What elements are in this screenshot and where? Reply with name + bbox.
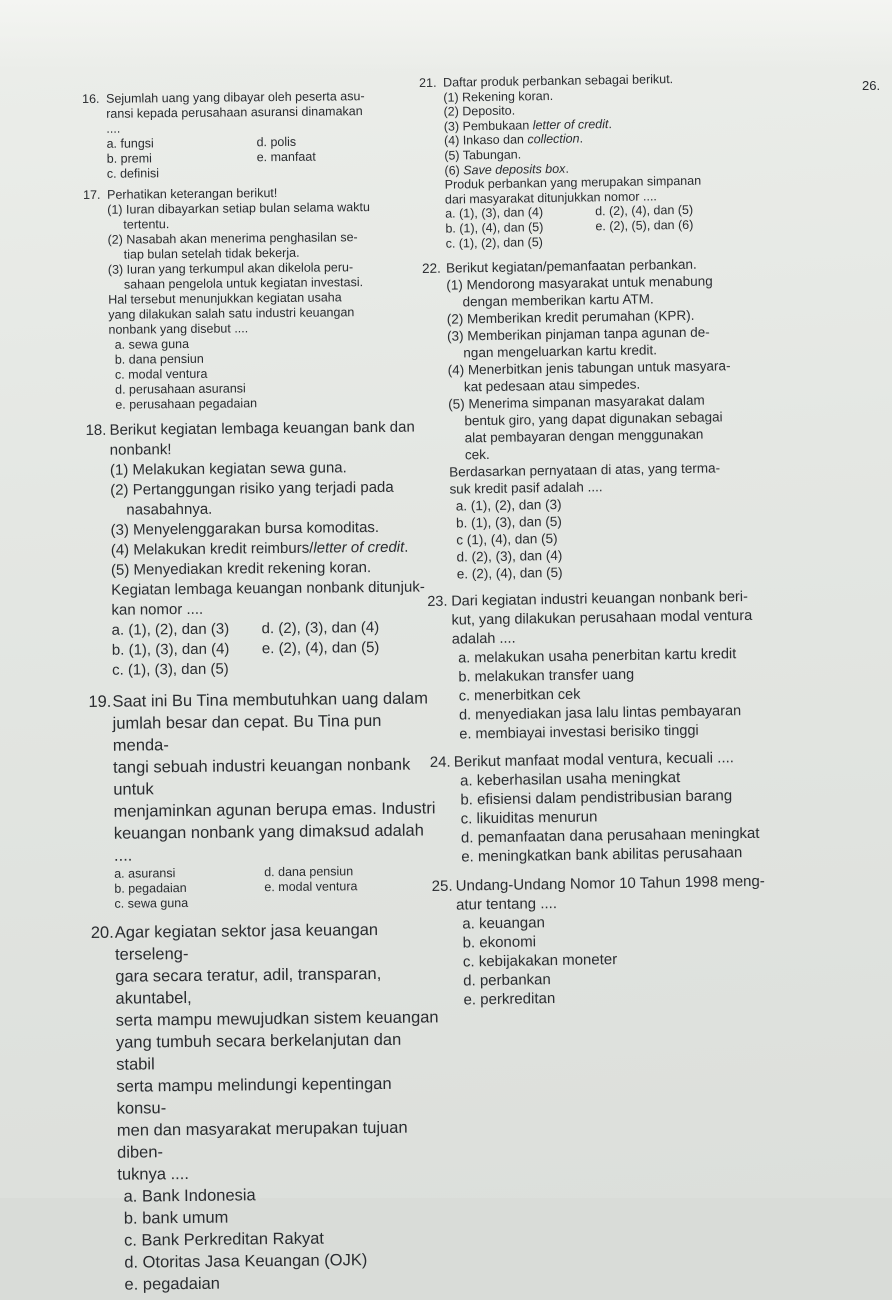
answer-option [262,657,437,679]
answer-option: c. definisi [106,166,160,181]
question-stem-line [94,819,439,867]
question-23 [427,587,863,746]
stem-text: Sejumlah uang yang dibayar oleh peserta asu- [105,89,365,106]
left-column [82,88,444,1300]
answer-option[interactable]: e. perkreditan [463,990,556,1009]
answer-option: b. (1), (4), dan (5) [445,220,544,237]
answer-option[interactable]: b. melakukan transfer uang [458,667,635,686]
statement-item: (1) Iuran dibayarkan setiap bulan selama waktu [107,200,370,217]
statement-item: tiap bulan setelah tidak bekerja. [123,245,300,262]
question-prompt: Hal tersebut menunjukkan kegiatan usaha [108,290,342,307]
question-stem-line [90,437,435,461]
statement-item: ngan mengeluarkan kartu kredit. [463,342,658,361]
stem-text: atur tentang .... [455,895,558,914]
answer-option[interactable]: a. melakukan usaha penerbitan kartu kredit [458,646,737,667]
stem-text: serta mampu mewujudkan sistem keuangan [115,1008,439,1030]
statement-item: (4) Menerbitkan jenis tabungan untuk masyara- [447,358,731,378]
answer-option: c. (1), (2), dan (5) [445,235,543,252]
statement-item: cek. [464,447,490,463]
stem-text: .... [106,121,121,136]
answer-option[interactable]: c (1), (4), dan (5) [456,531,558,548]
statement-item: (2) Nasabah akan menerima penghasilan se- [107,230,358,247]
statement-item: tertentu. [123,217,170,232]
statement-item: (1) Rekening koran. [443,88,554,105]
answer-option[interactable]: e. pegadaian [124,1274,221,1294]
question-number: 23. [427,594,448,611]
question-prompt: kan nomor .... [111,600,204,619]
statement-item: (3) Menyelenggarakan bursa komoditas. [110,518,380,539]
stem-text: serta mampu melindungi kepentingan konsu- [116,1074,392,1118]
question-21 [419,69,856,252]
question-stem-line [96,1028,441,1076]
answer-option: e. modal ventura [264,879,358,895]
answer-option[interactable]: e. meningkatkan bank abilitas perusahaan [461,844,743,866]
statement-item: (5) Tabungan. [444,147,522,163]
question-number: 18. [85,421,107,440]
statement-item: (5) Menerima simpanan masyarakat dalam [448,392,705,412]
answer-option: b. pegadaian [114,880,187,896]
statement-item: (4) Melakukan kredit reimburs/letter of credit. [110,538,409,559]
statement-item: (1) Mendorong masyarakat untuk menabung [446,273,713,294]
stem-text: ransi kepada perusahaan asuransi dinamakan [106,104,363,121]
question-stem-line [97,1160,442,1186]
stem-text: gara secara teratur, adil, transparan, akuntabel, [115,964,382,1008]
answer-option[interactable]: b. ekonomi [462,933,537,952]
question-number: 20. [90,923,114,942]
stem-text: Undang-Undang Nomor 10 Tahun 1998 meng- [455,873,765,895]
statement-item: (6) Save deposits box. [444,161,569,178]
question-number: 22. [421,261,441,277]
answer-option[interactable]: e. perusahaan pegadaian [115,396,258,412]
answer-option[interactable]: d. pemanfaatan dana perusahaan meningkat [460,825,760,847]
question-number: 21. [419,75,437,91]
question-prompt: Kegiatan lembaga keuangan nonbank ditunjuk- [111,578,425,599]
question-number: 17. [83,187,101,203]
question-22 [421,254,861,584]
answer-option[interactable]: d. menyediakan jasa lalu lintas pembayaran [458,703,742,724]
question-stem-line [97,1116,442,1164]
answer-option[interactable]: d. Otoritas Jasa Keuangan (OJK) [124,1251,368,1272]
answer-option: d. (2), (3), dan (4) [261,618,380,638]
answer-option: a. (1), (2), dan (3) [111,620,230,639]
question-stem-line [93,709,438,757]
answer-option: e. manfaat [256,149,316,165]
question-number: 24. [429,753,451,772]
options-row [92,657,437,681]
answer-option: c. sewa guna [114,895,189,911]
answer-option[interactable]: b. efisiensi dalam pendistribusian barang [460,787,733,809]
question-number: 25. [431,877,453,896]
answer-option: e. (2), (5), dan (6) [595,218,694,234]
stem-text: Berikut kegiatan/pemanfaatan perbankan. [445,257,697,277]
answer-option[interactable]: a. keuangan [462,914,546,933]
stem-text: menjaminkan agunan berupa emas. Industri [113,799,436,821]
options-row [94,893,439,912]
stem-text: tuknya .... [117,1164,189,1184]
answer-option[interactable]: d. perusahaan asuransi [115,381,246,397]
statement-item: bentuk giro, yang dapat digunakan sebagai [464,409,723,429]
statement-item: (2) Pertanggungan risiko yang terjadi pada [110,478,394,499]
question-stem-line [93,753,438,801]
stem-text: Saat ini Bu Tina membutuhkan uang dalam [112,689,428,711]
question-number: 19. [88,692,112,712]
question-prompt: Produk perbankan yang merupakan simpanan [444,173,702,192]
answer-option[interactable]: c. modal ventura [114,366,208,382]
statement-item: (3) Pembukaan letter of credit. [443,116,613,134]
question-24 [429,747,866,868]
statement-item: (3) Memberikan pinjaman tanpa agunan de- [446,324,710,344]
question-prompt: Berdasarkan pernyataan di atas, yang terma- [449,460,721,480]
question-prompt: suk kredit pasif adalah .... [449,479,603,497]
statement-item: nasabahnya. [126,500,213,519]
question-stem-line [95,962,440,1010]
question-16 [82,88,432,182]
answer-option[interactable]: a. keberhasilan usaha meningkat [459,769,681,790]
answer-option[interactable]: a. (1), (2), dan (3) [455,497,562,514]
answer-option[interactable]: d. perbankan [463,971,551,990]
statement-item: (1) Melakukan kegiatan sewa guna. [109,459,347,479]
answer-option: a. (1), (3), dan (4) [445,205,544,222]
answer-option [257,163,432,180]
question-prompt: yang dilakukan salah satu industri keuangan [108,305,355,322]
question-19 [88,687,439,912]
stem-text: kut, yang dilakukan perusahaan modal ventura [451,608,753,629]
question-prompt: dari masyarakat ditunjukkan nomor .... [444,189,657,207]
stem-text: Berikut kegiatan lembaga keuangan bank dan [109,418,415,439]
answer-option: d. (2), (4), dan (5) [595,203,694,219]
right-column [419,69,868,1014]
page-top-shade [0,0,892,70]
question-20 [90,918,444,1296]
statement-item: (3) Iuran yang terkumpul akan dikelola peru- [107,260,354,277]
stem-text: Perhatikan keterangan berikut! [107,186,278,202]
answer-option[interactable]: c. Bank Perkreditan Rakyat [123,1229,325,1250]
answer-option[interactable]: c. kebijakakan moneter [462,951,618,971]
stem-text: Daftar produk perbankan sebagai berikut. [442,72,674,90]
answer-option[interactable]: a. Bank Indonesia [123,1186,256,1206]
answer-option[interactable]: b. (1), (3), dan (5) [455,514,562,531]
stem-text: adalah .... [451,630,516,648]
answer-option[interactable]: b. dana pensiun [114,351,204,367]
stem-text: yang tumbuh secara berkelanjutan dan stabil [115,1030,402,1074]
stem-text: Agar kegiatan sektor jasa keuangan terseleng- [114,920,379,964]
stem-text: men dan masyarakat merupakan tujuan diben- [116,1118,408,1162]
answer-option: b. premi [106,151,152,166]
answer-option[interactable]: e. membiayai investasi berisiko tinggi [459,723,699,743]
answer-option [264,893,439,910]
answer-option: e. (2), (4), dan (5) [261,638,380,658]
question-17 [83,184,434,413]
question-18 [85,417,437,681]
stem-text: Dari kegiatan industri keuangan nonbank beri- [451,589,748,610]
statement-item: (5) Menyediakan kredit rekening koran. [110,559,372,579]
answer-option[interactable]: a. sewa guna [114,336,190,352]
question-number: 16. [82,91,100,107]
statement-item: kat pedesaan atau simpedes. [463,376,641,395]
answer-option: d. dana pensiun [264,864,354,880]
stem-text: Berikut manfaat modal ventura, kecuali .... [453,749,735,771]
stem-text: tangi sebuah industri keuangan nonbank untuk [112,755,411,799]
question-prompt: nonbank yang disebut .... [108,321,249,337]
answer-option[interactable]: c. menerbitkan cek [458,686,581,705]
stem-text: jumlah besar dan cepat. Bu Tina pun menda- [112,711,382,755]
question-25 [431,870,868,1010]
answer-option[interactable]: c. likuiditas menurun [460,808,598,828]
statement-item: (2) Deposito. [443,103,516,119]
statement-item: (4) Inkaso dan collection. [443,131,584,149]
answer-option [596,231,856,250]
statement-item: sahaan pengelola untuk kegiatan investasi. [123,275,364,292]
answer-option[interactable]: d. (2), (3), dan (4) [456,548,563,565]
statement-item: (2) Memberikan kredit perumahan (KPR). [446,308,695,327]
stem-text: keuangan nonbank yang dimaksud adalah .... [113,821,424,865]
stem-text: nonbank! [109,441,172,459]
question-stem-line [96,1072,441,1120]
options-row [87,163,432,182]
question-stem-line [90,918,440,966]
answer-option[interactable]: b. bank umum [123,1208,229,1228]
answer-option: b. (1), (3), dan (4) [111,640,230,659]
answer-option[interactable]: e. (2), (4), dan (5) [456,565,563,582]
answer-option: c. (1), (3), dan (5) [111,660,229,679]
answer-option: a. fungsi [106,136,154,151]
statement-item: alat pembayaran dengan menggunakan [464,426,704,446]
statement-item: dengan memberikan kartu ATM. [462,291,654,310]
answer-option: d. polis [256,134,297,150]
page-number: 26. [862,78,881,93]
answer-option: a. asuransi [114,866,176,881]
